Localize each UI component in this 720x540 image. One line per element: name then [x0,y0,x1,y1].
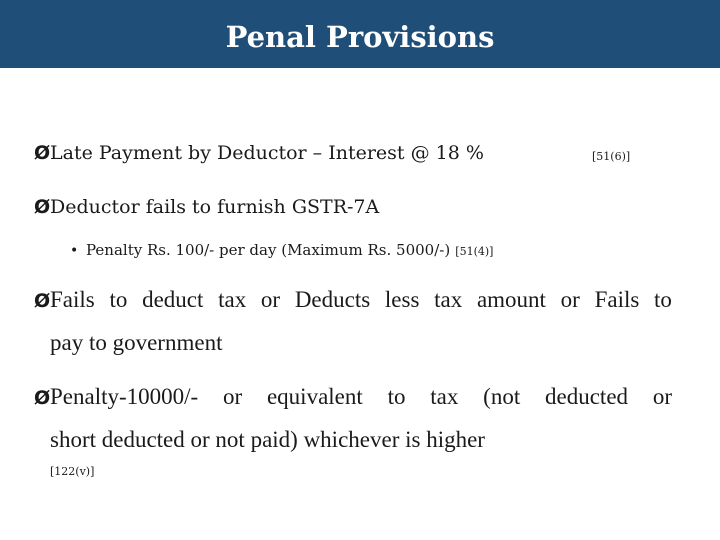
item-text-word: (not [483,384,521,409]
item-text-word: equivalent [266,384,363,409]
item-text-continuation: short deducted or not paid) whichever is higher [50,427,485,452]
reference-label: [122(v)] [50,465,95,478]
item-text: Late Payment by Deductor – Interest @ 18 % [50,142,484,164]
sub-item-text: Penalty Rs. 100/- per day (Maximum Rs. 5000/-) [86,241,451,259]
item-text-continuation: pay to government [50,330,223,355]
sub-list-item [70,240,493,259]
item-text-word: tax [430,384,459,409]
item-text-word: tax [434,287,463,312]
item-text-word: or [652,384,672,409]
item-text-word: to [387,384,406,409]
arrow-bullet-icon: Ø [34,142,51,164]
arrow-bullet-icon: Ø [34,290,51,312]
item-text-word: tax [218,287,247,312]
page-title: Penal Provisions [225,20,495,54]
reference-label: [51(6)] [592,150,631,163]
reference-label: [51(4)] [455,245,494,258]
bullet-dot-icon: • [70,243,79,259]
list-item [34,384,672,410]
item-text-word: less [384,287,420,312]
list-item [34,142,484,164]
item-text: Deductor fails to furnish GSTR-7A [50,196,380,218]
item-text-word: or [560,287,580,312]
item-text-word: to [109,287,128,312]
item-text-word: or [223,384,243,409]
item-text-word: Fails [594,287,640,312]
item-text-word: ØPenalty-10000/- [34,384,199,409]
item-text-word: ØFails [34,287,95,312]
item-text-word: or [260,287,281,312]
arrow-bullet-icon: Ø [34,196,51,218]
list-item [34,196,379,218]
item-text-word: amount [476,287,546,312]
item-text-word: to [654,287,672,312]
list-item [34,287,672,313]
item-text-word: deducted [545,384,629,409]
item-text-word: deduct [142,287,204,312]
item-text-word: Deducts [294,287,371,312]
arrow-bullet-icon: Ø [34,387,51,409]
